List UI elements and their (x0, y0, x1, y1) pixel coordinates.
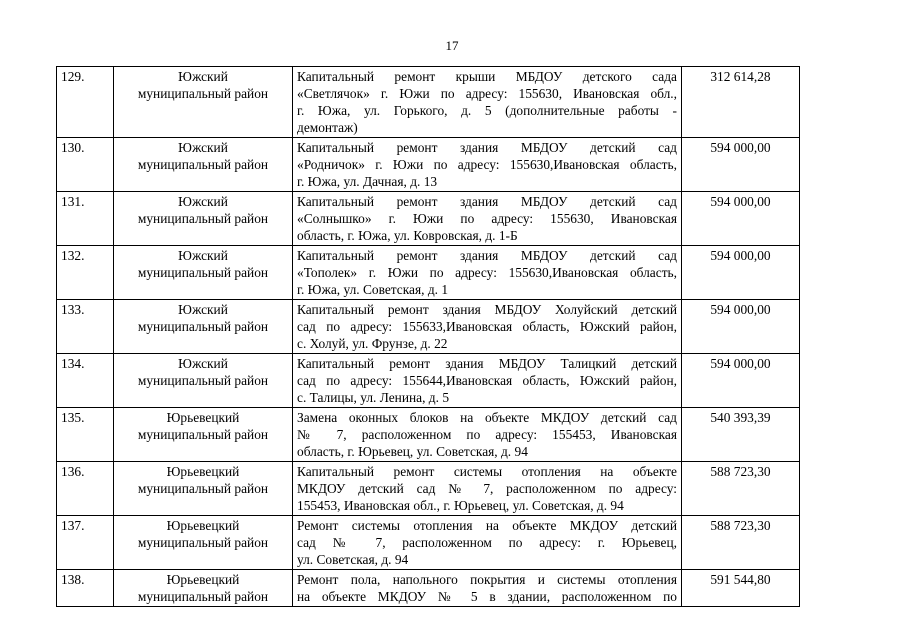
district-line: муниципальный район (137, 535, 269, 550)
district-cell (114, 192, 293, 246)
description-line: «Солнышко» г. Южи по адресу: 155630, Ивановская (297, 211, 677, 226)
description-line: Ремонт пола, напольного покрытия и системы отопления (297, 572, 677, 587)
district-line: муниципальный район (137, 211, 269, 226)
row-number: 130. (57, 138, 114, 192)
district-cell (114, 570, 293, 607)
description-line: «Родничок» г. Южи по адресу: 155630,Ивановская область, (297, 157, 677, 172)
district-line: Южский (178, 194, 228, 209)
works-table (56, 66, 800, 607)
district-cell (114, 354, 293, 408)
description-cell (293, 246, 682, 300)
table-row (57, 192, 800, 246)
district-cell (114, 462, 293, 516)
description-cell (293, 462, 682, 516)
amount-cell: 594 000,00 (682, 138, 800, 192)
description-line: г. Южа, ул. Дачная, д. 13 (297, 174, 438, 189)
row-number: 134. (57, 354, 114, 408)
description-line: Замена оконных блоков на объекте МКДОУ детский сад (297, 410, 677, 425)
description-cell (293, 408, 682, 462)
description-line: сад по адресу: 155633,Ивановская область, Южский район, (297, 319, 677, 334)
row-number: 138. (57, 570, 114, 607)
description-cell (293, 300, 682, 354)
row-number: 136. (57, 462, 114, 516)
district-cell (114, 67, 293, 138)
amount-cell: 594 000,00 (682, 300, 800, 354)
description-line: сад № 7, расположенном по адресу: г. Юрьевец, (297, 535, 677, 550)
table-row (57, 516, 800, 570)
amount-cell: 312 614,28 (682, 67, 800, 138)
description-line: ул. Советская, д. 94 (297, 552, 409, 567)
district-cell (114, 516, 293, 570)
district-cell (114, 138, 293, 192)
amount-cell: 594 000,00 (682, 246, 800, 300)
description-line: Капитальный ремонт крыши МБДОУ детского сада (297, 69, 677, 84)
row-number: 131. (57, 192, 114, 246)
district-line: Юрьевецкий (166, 464, 240, 479)
description-line: на объекте МКДОУ № 5 в здании, расположенном по (297, 589, 677, 604)
district-line: муниципальный район (137, 319, 269, 334)
table-row (57, 408, 800, 462)
description-line: г. Южа, ул. Советская, д. 1 (297, 282, 449, 297)
description-line: «Светлячок» г. Южи по адресу: 155630, Ивановская обл., (297, 86, 677, 101)
description-cell (293, 516, 682, 570)
district-line: муниципальный район (137, 589, 269, 604)
district-line: муниципальный район (137, 373, 269, 388)
district-line: Юрьевецкий (166, 572, 240, 587)
description-cell (293, 570, 682, 607)
row-number: 137. (57, 516, 114, 570)
description-cell (293, 354, 682, 408)
district-line: Южский (178, 356, 228, 371)
table-row (57, 246, 800, 300)
table-row (57, 570, 800, 607)
amount-cell: 594 000,00 (682, 354, 800, 408)
row-number: 133. (57, 300, 114, 354)
district-line: Южский (178, 140, 228, 155)
description-line: Капитальный ремонт здания МБДОУ детский сад (297, 194, 677, 209)
district-line: Юрьевецкий (166, 410, 240, 425)
table-row (57, 67, 800, 138)
description-line: область, г. Юрьевец, ул. Советская, д. 94 (297, 444, 528, 459)
table-body (57, 67, 800, 607)
district-line: муниципальный район (137, 86, 269, 101)
description-line: № 7, расположенном по адресу: 155453, Ивановская (297, 427, 677, 442)
description-line: Капитальный ремонт здания МБДОУ Холуйский детский (297, 302, 677, 317)
district-line: муниципальный район (137, 481, 269, 496)
table-row (57, 354, 800, 408)
description-line: Ремонт системы отопления на объекте МКДОУ детский (297, 518, 677, 533)
district-line: муниципальный район (137, 427, 269, 442)
district-cell (114, 300, 293, 354)
description-line: с. Холуй, ул. Фрунзе, д. 22 (297, 336, 448, 351)
description-line: Капитальный ремонт системы отопления на объекте (297, 464, 677, 479)
row-number: 135. (57, 408, 114, 462)
description-line: с. Талицы, ул. Ленина, д. 5 (297, 390, 450, 405)
description-line: Капитальный ремонт здания МБДОУ детский сад (297, 140, 677, 155)
table-row (57, 300, 800, 354)
description-line: МКДОУ детский сад № 7, расположенном по адресу: (297, 481, 677, 496)
amount-cell: 540 393,39 (682, 408, 800, 462)
description-cell (293, 67, 682, 138)
district-cell (114, 246, 293, 300)
description-line: «Тополек» г. Южи по адресу: 155630,Ивановская область, (297, 265, 677, 280)
row-number: 132. (57, 246, 114, 300)
amount-cell: 588 723,30 (682, 516, 800, 570)
district-line: Южский (178, 69, 228, 84)
district-line: муниципальный район (137, 157, 269, 172)
amount-cell: 588 723,30 (682, 462, 800, 516)
page-number: 17 (445, 38, 459, 53)
description-line: г. Южа, ул. Горького, д. 5 (дополнительные работы - (297, 103, 677, 118)
district-line: муниципальный район (137, 265, 269, 280)
description-line: Капитальный ремонт здания МБДОУ детский сад (297, 248, 677, 263)
district-cell (114, 408, 293, 462)
description-line: демонтаж) (297, 120, 358, 135)
description-line: область, г. Южа, ул. Ковровская, д. 1-Б (297, 228, 518, 243)
table-row (57, 138, 800, 192)
district-line: Южский (178, 302, 228, 317)
district-line: Южский (178, 248, 228, 263)
description-cell (293, 138, 682, 192)
table-row (57, 462, 800, 516)
description-cell (293, 192, 682, 246)
description-line: 155453, Ивановская обл., г. Юрьевец, ул. Советская, д. 94 (297, 498, 624, 513)
description-line: сад по адресу: 155644,Ивановская область, Южский район, (297, 373, 677, 388)
description-line: Капитальный ремонт здания МБДОУ Талицкий детский (297, 356, 677, 371)
district-line: Юрьевецкий (166, 518, 240, 533)
amount-cell: 594 000,00 (682, 192, 800, 246)
row-number: 129. (57, 67, 114, 138)
amount-cell: 591 544,80 (682, 570, 800, 607)
